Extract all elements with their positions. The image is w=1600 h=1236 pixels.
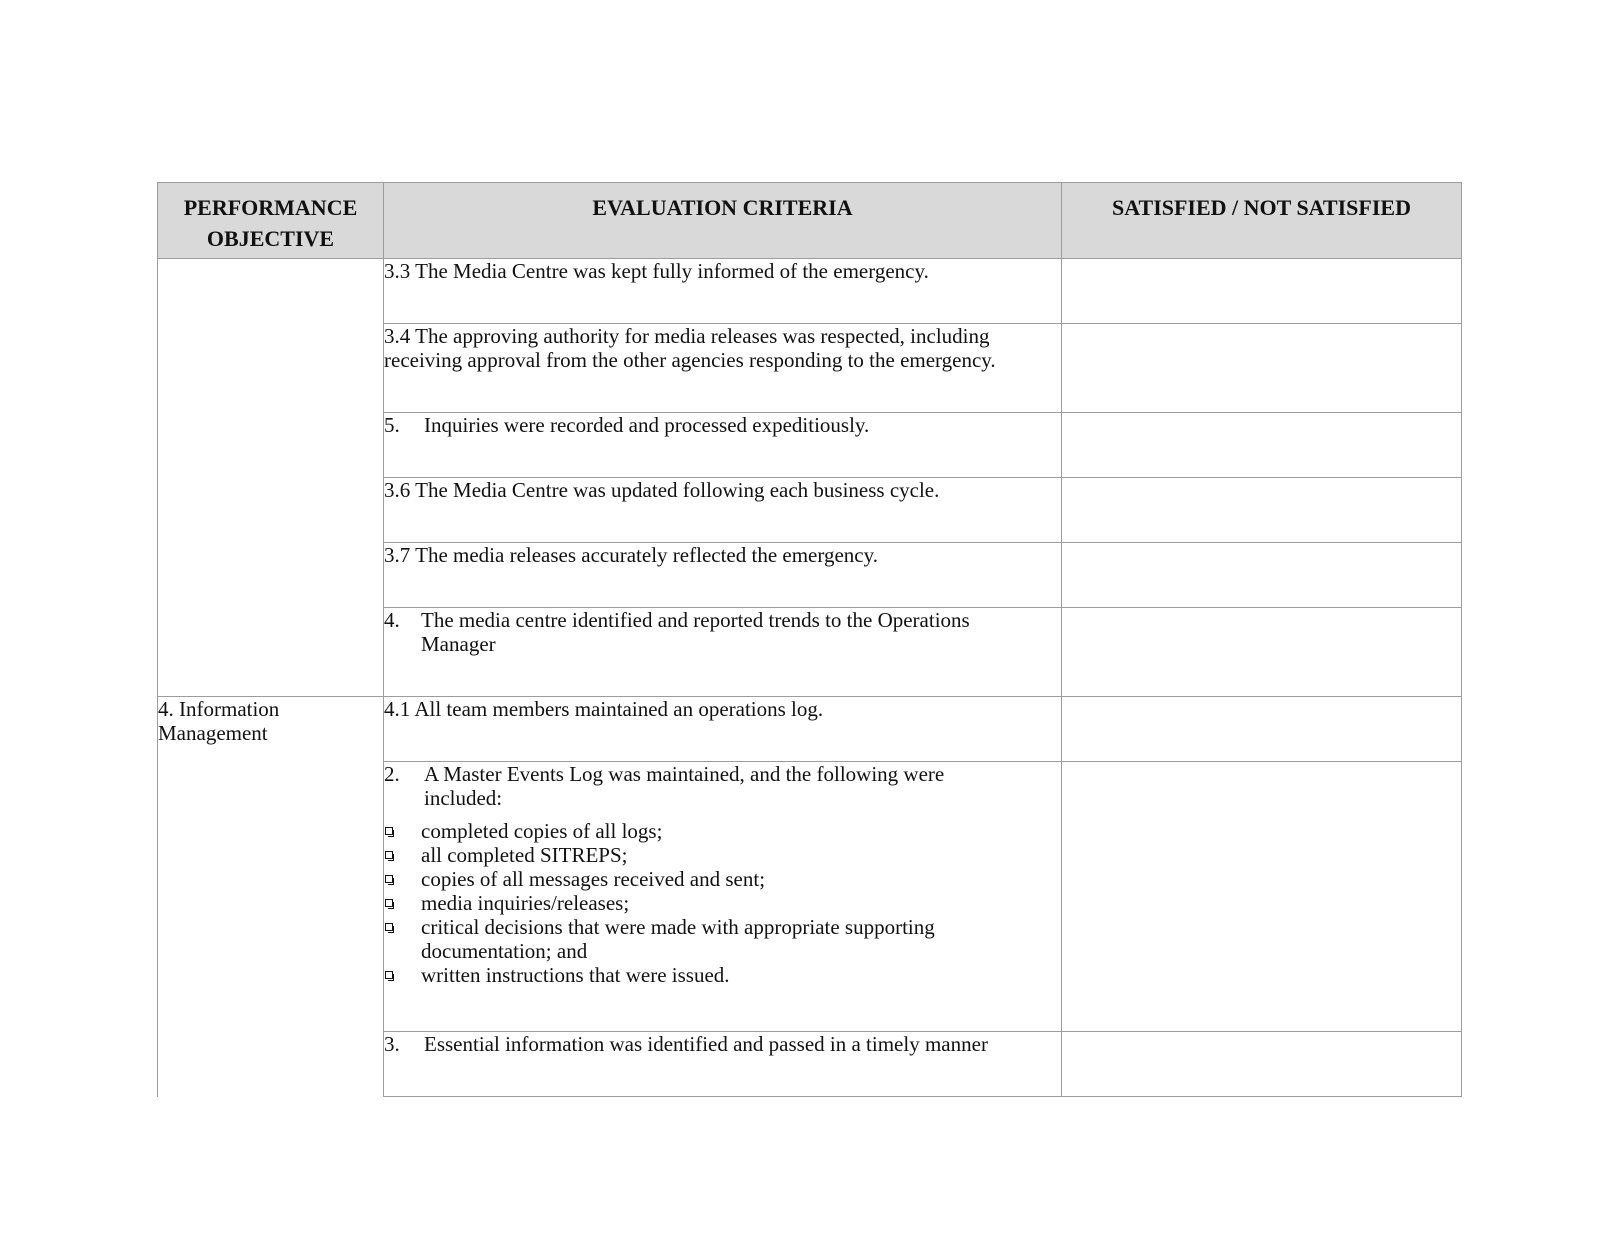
checklist-text: completed copies of all logs; <box>421 819 663 843</box>
table-header <box>158 183 1462 259</box>
numbered-item <box>384 762 1061 810</box>
criteria-4-2 <box>384 762 1062 1032</box>
header-performance-objective <box>158 183 384 259</box>
satisfied-cell[interactable] <box>1062 413 1462 478</box>
criteria-3-4-line2: receiving approval from the other agencies responding to the emergency. <box>384 348 996 372</box>
table-body <box>158 259 1462 1097</box>
numbered-item <box>384 1032 1061 1056</box>
item-text-line2: Manager <box>421 632 496 656</box>
item-text <box>424 762 1061 810</box>
checklist-item <box>384 891 1061 915</box>
objective-line2: Management <box>158 721 268 745</box>
checklist-text-line1: critical decisions that were made with appropriate supporting <box>421 915 935 939</box>
item-number: 3. <box>384 1032 400 1056</box>
criteria-3-4-line1: 3.4 The approving authority for media releases was respected, including <box>384 324 990 348</box>
header-objective-line1: PERFORMANCE <box>183 195 358 220</box>
table-row <box>158 697 1462 762</box>
checklist-text: media inquiries/releases; <box>421 891 630 915</box>
criteria-3-3: 3.3 The Media Centre was kept fully informed of the emergency. <box>384 259 1062 324</box>
criteria-3-7: 3.7 The media releases accurately reflected the emergency. <box>384 543 1062 608</box>
criteria-4-3 <box>384 1032 1062 1097</box>
checklist-text <box>421 915 1061 963</box>
checkbox-bullet-icon <box>384 891 421 915</box>
objective-information-management <box>158 697 384 1097</box>
satisfied-cell[interactable] <box>1062 1032 1462 1097</box>
item-number: 4. <box>384 608 400 632</box>
criteria-3-4 <box>384 324 1062 413</box>
item-text-line1: The media centre identified and reported trends to the Operations <box>421 608 970 632</box>
evaluation-table <box>157 182 1462 1097</box>
checklist-item <box>384 963 1061 987</box>
satisfied-cell[interactable] <box>1062 259 1462 324</box>
checklist-text-line2: documentation; and <box>421 939 588 963</box>
checklist-text: copies of all messages received and sent; <box>421 867 766 891</box>
header-evaluation-criteria: EVALUATION CRITERIA <box>384 183 1062 259</box>
checklist-item <box>384 867 1061 891</box>
numbered-item <box>384 413 1061 437</box>
checklist-item <box>384 819 1061 843</box>
checkbox-bullet-icon <box>384 819 421 843</box>
criteria-4-1: 4.1 All team members maintained an operations log. <box>384 697 1062 762</box>
item-number: 2. <box>384 762 400 786</box>
table-row <box>158 259 1462 324</box>
item-text-line2: included: <box>424 786 503 810</box>
master-log-checklist <box>384 819 1061 987</box>
satisfied-cell[interactable] <box>1062 608 1462 697</box>
checkbox-bullet-icon <box>384 963 421 987</box>
satisfied-cell[interactable] <box>1062 478 1462 543</box>
criteria-3-5 <box>384 413 1062 478</box>
item-text: Inquiries were recorded and processed expeditiously. <box>424 413 870 437</box>
checklist-item <box>384 915 1061 963</box>
checklist-text: all completed SITREPS; <box>421 843 628 867</box>
satisfied-cell[interactable] <box>1062 762 1462 1032</box>
item-number: 5. <box>384 413 400 437</box>
header-objective-line2: OBJECTIVE <box>206 226 335 251</box>
objective-line1: 4. Information <box>158 697 280 721</box>
numbered-item <box>384 608 1061 656</box>
satisfied-cell[interactable] <box>1062 543 1462 608</box>
item-text: Essential information was identified and passed in a timely manner <box>424 1032 988 1056</box>
item-text-line1: A Master Events Log was maintained, and the following were <box>424 762 945 786</box>
criteria-3-6: 3.6 The Media Centre was updated following each business cycle. <box>384 478 1062 543</box>
checkbox-bullet-icon <box>384 867 421 891</box>
checklist-text: written instructions that were issued. <box>421 963 730 987</box>
criteria-3-8 <box>384 608 1062 697</box>
header-row <box>158 183 1462 259</box>
satisfied-cell[interactable] <box>1062 697 1462 762</box>
item-text <box>421 608 1061 656</box>
checkbox-bullet-icon <box>384 843 421 867</box>
objective-cell-continued <box>158 259 384 697</box>
checklist-item <box>384 843 1061 867</box>
checkbox-bullet-icon <box>384 915 421 963</box>
satisfied-cell[interactable] <box>1062 324 1462 413</box>
header-satisfied: SATISFIED / NOT SATISFIED <box>1062 183 1462 259</box>
